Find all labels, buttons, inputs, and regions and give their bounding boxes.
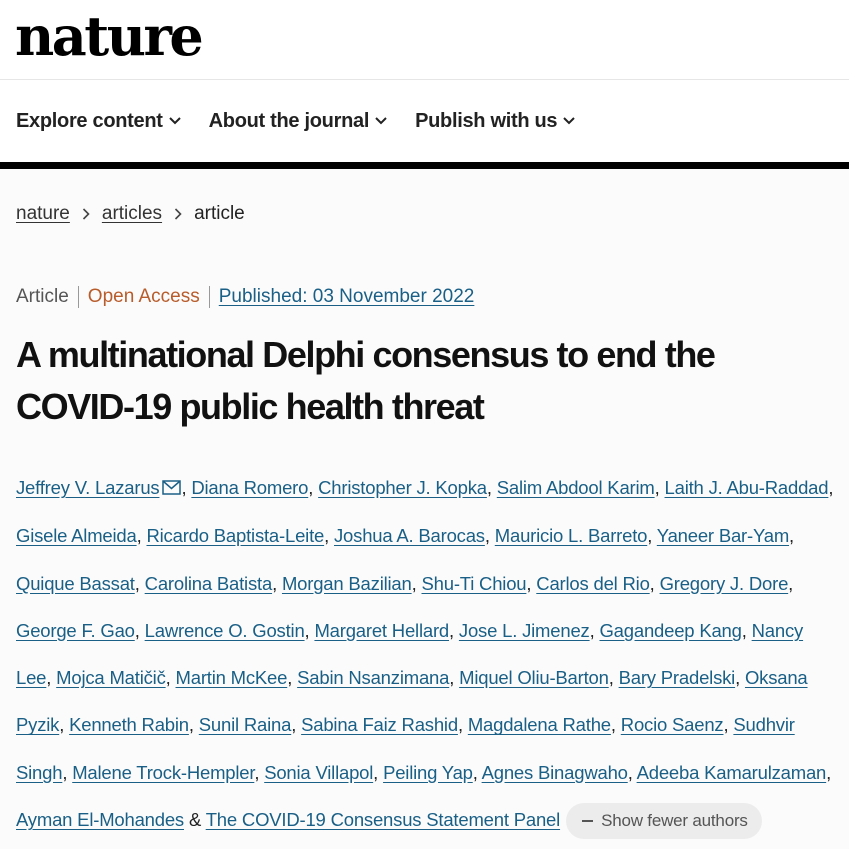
author-link[interactable]: Kenneth Rabin	[69, 714, 189, 736]
author-link[interactable]: Christopher J. Kopka	[318, 477, 487, 498]
show-fewer-authors-button[interactable]	[566, 803, 762, 839]
author-link[interactable]: Yaneer Bar-Yam	[656, 525, 790, 547]
author-link[interactable]: Sabina Faiz Rashid	[301, 714, 458, 736]
minus-icon	[582, 820, 593, 822]
author-link[interactable]: The COVID-19 Consensus Statement Panel	[205, 809, 561, 831]
chevron-down-icon	[563, 116, 575, 126]
breadcrumb-link-nature[interactable]: nature	[16, 203, 70, 224]
author-link[interactable]: Agnes Binagwaho	[481, 761, 628, 783]
article-header	[0, 169, 849, 849]
author-link[interactable]: Mojca Matičič	[56, 667, 166, 689]
email-icon[interactable]	[162, 465, 181, 512]
author-link[interactable]: Martin McKee	[175, 667, 288, 689]
author-link[interactable]: Joshua A. Barocas	[334, 525, 485, 547]
author-link[interactable]: Gregory J. Dore	[659, 572, 789, 594]
author-link[interactable]: Magdalena Rathe	[467, 714, 611, 736]
open-access-badge: Open Access	[79, 286, 210, 308]
published-date-link[interactable]: Published: 03 November 2022	[218, 286, 475, 307]
author-link[interactable]: Gisele Almeida	[16, 525, 137, 547]
nav-label: Explore content	[16, 109, 163, 132]
author-link[interactable]: Oksana Pyzik	[16, 667, 808, 736]
author-link[interactable]: Laith J. Abu-Raddad	[664, 477, 829, 498]
author-link[interactable]: Adeeba Kamarulzaman	[636, 761, 827, 783]
author-link[interactable]: Carolina Batista	[144, 572, 273, 594]
author-link[interactable]: Carlos del Rio	[536, 572, 650, 594]
author-link[interactable]: Sonia Villapol	[264, 761, 374, 783]
nav-label: About the journal	[208, 109, 370, 132]
author-link[interactable]: Lawrence O. Gostin	[144, 619, 305, 641]
author-link[interactable]: Sabin Nsanzimana	[297, 667, 450, 689]
author-link[interactable]: Bary Pradelski	[618, 667, 736, 689]
nav-label: Publish with us	[415, 109, 558, 132]
author-link[interactable]: Mauricio L. Barreto	[494, 525, 648, 547]
author-link[interactable]: Margaret Hellard	[314, 619, 450, 641]
author-link[interactable]: Peiling Yap	[383, 761, 473, 783]
author-link[interactable]: Salim Abdool Karim	[496, 477, 655, 498]
author-link[interactable]: Nancy Lee	[16, 619, 804, 689]
nav-publish-with-us[interactable]	[415, 110, 575, 133]
author-link[interactable]: Ricardo Baptista-Leite	[146, 525, 325, 547]
breadcrumb	[16, 203, 245, 225]
article-meta	[16, 286, 474, 308]
author-link[interactable]: Jose L. Jimenez	[458, 619, 590, 641]
author-link[interactable]: Gagandeep Kang	[599, 619, 742, 641]
author-link[interactable]: George F. Gao	[16, 619, 135, 641]
author-link[interactable]: Sudhvir Singh	[16, 714, 795, 783]
author-link[interactable]: Sunil Raina	[198, 714, 292, 736]
header-divider	[0, 162, 849, 169]
author-link[interactable]: Morgan Bazilian	[281, 572, 412, 594]
nature-logo[interactable]: nature	[15, 4, 202, 68]
site-header	[0, 0, 849, 80]
chevron-down-icon	[375, 116, 387, 126]
chevron-right-icon	[174, 208, 182, 220]
chevron-down-icon	[169, 116, 181, 126]
author-link[interactable]: Jeffrey V. Lazarus	[16, 477, 160, 498]
breadcrumb-current: article	[194, 203, 245, 224]
author-link[interactable]: Miquel Oliu-Barton	[459, 667, 609, 689]
author-list: Jeffrey V. Lazarus , Diana Romero, Christopher J. Kopka, Salim Abdool Karim, Laith J. Abu-Raddad, Gisele Almeida, Ricardo Baptista-Leite, Joshua A. Barocas, Mauricio L. Barreto, Yaneer Bar-Yam, Quique Bassat, Carolina Batista, Morgan Bazilian, Shu-Ti Chiou, Carlos del Rio, Gregory J. Dore, George F. Gao, Lawrence O. Gostin, Margaret Hellard, Jose L. Jimenez, Gagandeep Kang, Nancy Lee, Mojca Matičič, Martin McKee, Sabin Nsanzimana, Miquel Oliu-Barton, Bary Pradelski, Oksana Pyzik, Kenneth Rabin, Sunil Raina, Sabina Faiz Rashid, Magdalena Rathe, Rocio Saenz, Sudhvir Singh, Malene Trock-Hempler, Sonia Villapol, Peiling Yap, Agnes Binagwaho, Adeeba Kamarulzaman, Ayman El-Mohandes & The COVID-19 Consensus Statement Panel Show fewer authors	[16, 464, 838, 843]
author-link[interactable]: Diana Romero	[191, 477, 309, 498]
chevron-right-icon	[82, 208, 90, 220]
article-type: Article	[16, 286, 79, 308]
nav-about-journal[interactable]	[209, 110, 387, 133]
author-link[interactable]: Ayman El-Mohandes	[16, 809, 184, 831]
author-link[interactable]: Malene Trock-Hempler	[72, 761, 255, 783]
author-link[interactable]: Rocio Saenz	[620, 714, 724, 736]
nav-explore-content[interactable]	[16, 110, 181, 133]
author-link[interactable]: Quique Bassat	[16, 572, 135, 594]
main-nav	[0, 80, 849, 162]
author-link[interactable]: Shu-Ti Chiou	[421, 572, 527, 594]
article-title: A multinational Delphi consensus to end the COVID-19 public health threat	[16, 334, 715, 427]
breadcrumb-link-articles[interactable]: articles	[101, 203, 163, 224]
toggle-label: Show fewer authors	[601, 811, 748, 831]
